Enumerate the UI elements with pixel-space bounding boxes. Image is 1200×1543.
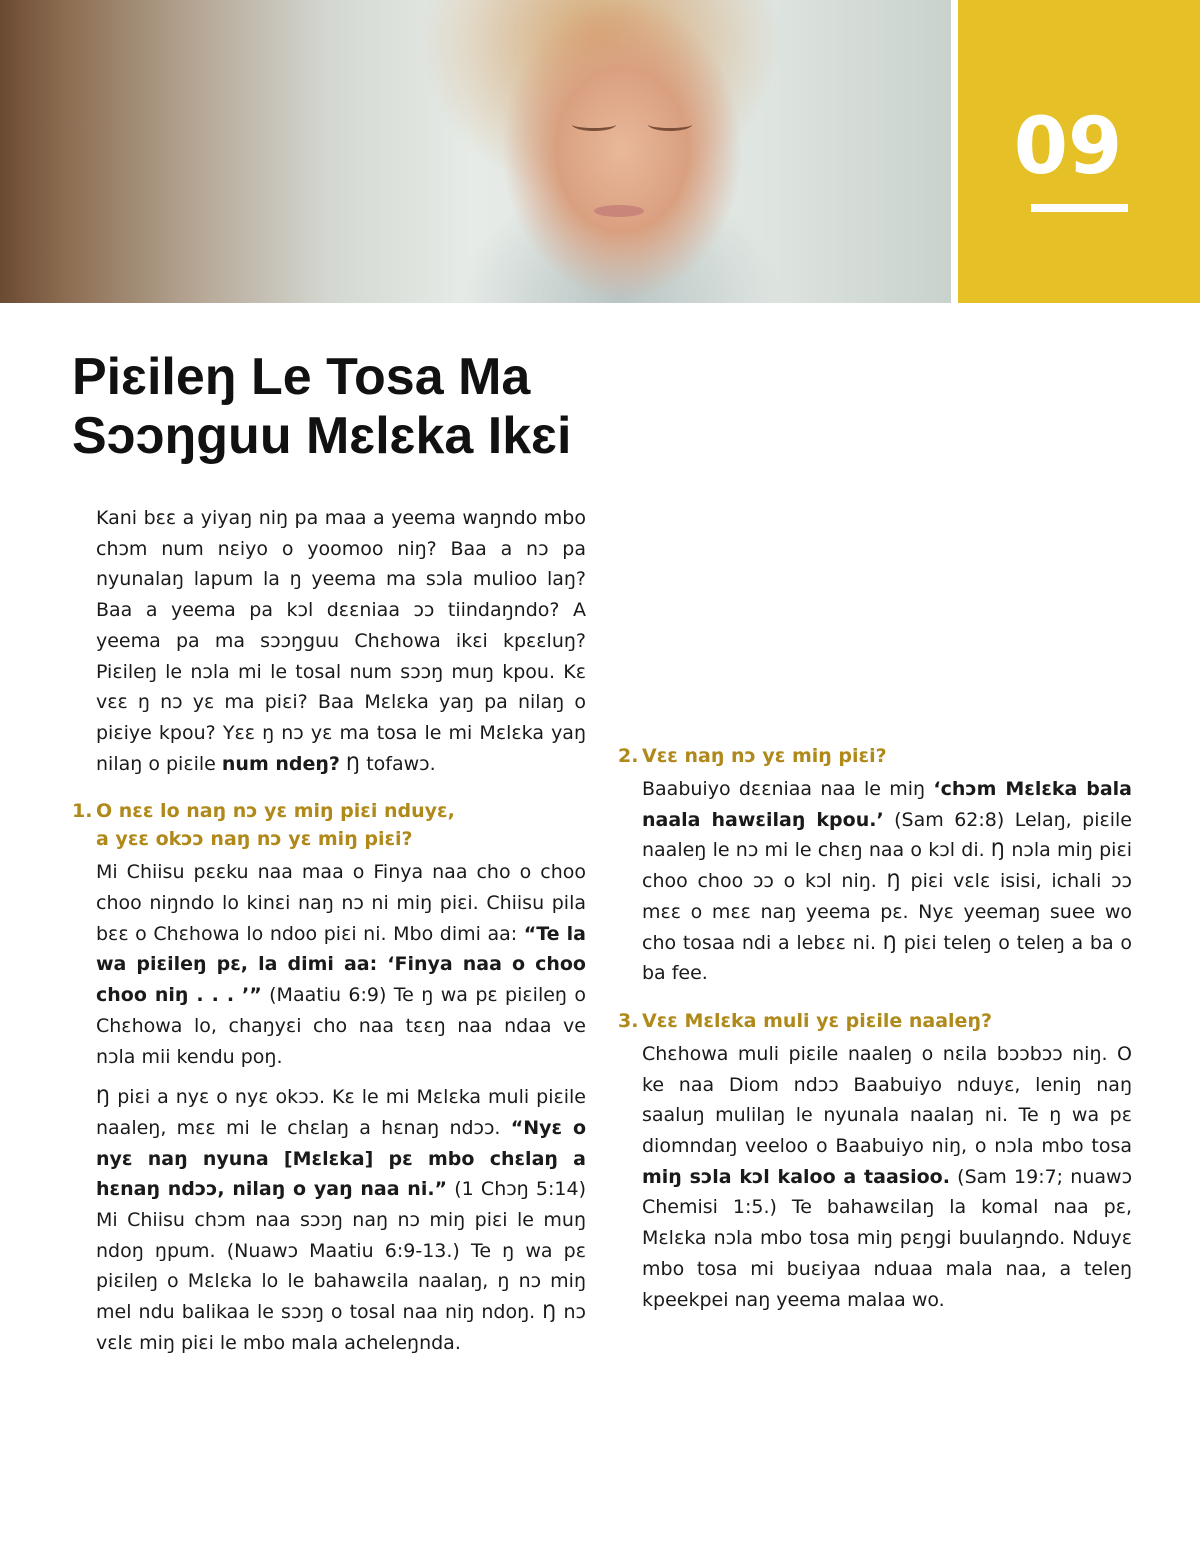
s2-bold: ‘chɔm Mɛlɛka bala naala hawɛilaŋ kpou.’ bbox=[642, 778, 1132, 831]
s1p2-text-end: (1 Chɔŋ 5:14) Mi Chiisu chɔm naa sɔɔŋ naŋ nɔ miŋ piɛi le muŋ ndoŋ ŋpum. (Nuawɔ Maatiu 6:9-13.) Te ŋ wa pɛ piɛileŋ o Mɛlɛka lo le bahawɛila naalaŋ, ŋ nɔ miŋ mel ndu balikaa le sɔɔŋ o tosal naa niŋ ndoŋ. Ŋ nɔ vɛlɛ miŋ piɛi le mbo mala acheleŋnda. bbox=[96, 1178, 586, 1354]
s3-text: Chɛhowa muli piɛile naaleŋ o nɛila bɔɔbɔɔ niŋ. O ke naa Diom ndɔɔ Baabuiyo nduyɛ, leniŋ naŋ saaluŋ mulilaŋ le nyunala naalaŋ ni. Te ŋ wa pɛ diomndaŋ veeloo o Baabuiyo niŋ, o nɔla mbo tosa bbox=[642, 1042, 1132, 1158]
lesson-number: 09 bbox=[1013, 102, 1123, 192]
s1p1-bold: “Te la wa piɛileŋ pɛ, la dimi aa: ‘Finya naa o choo choo niŋ . . . ’” bbox=[96, 922, 586, 1007]
section-1-paragraph-1 bbox=[96, 857, 586, 1072]
question-1-line-2: a yɛɛ okɔɔ naŋ nɔ yɛ miŋ piɛi? bbox=[96, 828, 413, 851]
s1p2-text: Ŋ piɛi a nyɛ o nyɛ okɔɔ. Kɛ le mi Mɛlɛka muli piɛile naaleŋ, mɛɛ mi le chɛlaŋ a hɛnaŋ ndɔɔ. bbox=[96, 1086, 586, 1139]
section-3-paragraph bbox=[642, 1039, 1132, 1315]
header-photo bbox=[0, 0, 951, 303]
s3-text-end: (Sam 19:7; nuawɔ Chemisi 1:5.) Te bahawɛilaŋ la komal naa pɛ, Mɛlɛka nɔla mbo tosa miŋ pɛŋgi buulaŋndo. Nduyɛ mbo tosa mi buɛiyaa nduaa mala naa, a teleŋ kpeekpei naŋ yeema malaa wo. bbox=[642, 1165, 1133, 1311]
question-1-line-1: O nɛɛ lo naŋ nɔ yɛ miŋ piɛi nduyɛ, bbox=[96, 800, 455, 823]
s2-text-end: (Sam 62:8) Lelaŋ, piɛile naaleŋ le nɔ mi le chɛŋ naa o kɔl di. Ŋ nɔla miŋ piɛi choo choo ɔɔ o kɔl niŋ. Ŋ piɛi vɛlɛ isisi, ichali ɔɔ mɛɛ o mɛɛ naŋ yeema pɛ. Nyɛ yeemaŋ suee wo cho tosaa ndi a lebɛɛ ni. Ŋ piɛi teleŋ o teleŋ a ba o ba fee. bbox=[642, 808, 1132, 985]
right-column bbox=[618, 742, 1133, 1325]
lesson-number-underline bbox=[1031, 204, 1128, 212]
intro-bold: num ndeŋ? bbox=[221, 752, 340, 775]
title-line-1: Piɛileŋ Le Tosa Ma bbox=[72, 348, 531, 406]
intro-paragraph bbox=[96, 503, 586, 779]
question-3-number: 3. bbox=[618, 1009, 639, 1032]
question-3-heading bbox=[618, 1007, 1132, 1035]
page-title bbox=[72, 348, 792, 466]
section-2-paragraph bbox=[642, 774, 1132, 989]
intro-text: Kani bɛɛ a yiyaŋ niŋ pa maa a yeema waŋndo mbo chɔm num nɛiyo o yoomoo niŋ? Baa a nɔ pa nyunalaŋ lapum la ŋ yeema ma sɔla mulioo laŋ? Baa a yeema pa kɔl dɛɛniaa ɔɔ tiindaŋndo? A yeema pa ma sɔɔŋguu Chɛhowa ikɛi kpɛɛluŋ? Piɛileŋ le nɔla mi le tosal num sɔɔŋ muŋ kpou. Kɛ vɛɛ ŋ nɔ yɛ ma piɛi? Baa Mɛlɛka yaŋ pa nilaŋ o piɛiye kpou? Yɛɛ ŋ nɔ yɛ ma tosa le mi Mɛlɛka yaŋ nilaŋ o piɛile bbox=[96, 507, 586, 775]
lesson-badge bbox=[958, 0, 1200, 303]
closed-eye-left bbox=[572, 118, 616, 131]
s1p1-text: Mi Chiisu pɛɛku naa maa o Finya naa cho o choo choo niŋndo lo kinɛi naŋ nɔ ni miŋ piɛi. Chiisu pila bɛɛ o Chɛhowa lo ndoo piɛi ni. Mbo dimi aa: bbox=[96, 861, 586, 945]
question-3-text: Vɛɛ Mɛlɛka muli yɛ piɛile naaleŋ? bbox=[642, 1009, 992, 1032]
s3-bold: miŋ sɔla kɔl kaloo a taasioo. bbox=[642, 1165, 950, 1188]
closed-eye-right bbox=[648, 118, 692, 131]
s1p1-text-end: (Maatiu 6:9) Te ŋ wa pɛ piɛileŋ o Chɛhowa lo, chaŋyɛi cho naa tɛɛŋ naa ndaa ve nɔla mii kendu poŋ. bbox=[96, 984, 586, 1068]
smile bbox=[594, 205, 644, 217]
s1p2-bold: “Nyɛ o nyɛ naŋ nyuna [Mɛlɛka] pɛ mbo chɛlaŋ a hɛnaŋ ndɔɔ, nilaŋ o yaŋ naa ni.” bbox=[96, 1116, 586, 1201]
title-line-2: Sɔɔŋguu Mɛlɛka Ikɛi bbox=[72, 407, 572, 465]
section-1-paragraph-2 bbox=[96, 1082, 586, 1358]
left-column bbox=[72, 503, 586, 1369]
question-2-text: Vɛɛ naŋ nɔ yɛ miŋ piɛi? bbox=[642, 745, 887, 767]
question-2-number: 2. bbox=[618, 745, 639, 767]
intro-text-end: Ŋ tofawɔ. bbox=[339, 752, 436, 775]
s2-text: Baabuiyo dɛɛniaa naa le miŋ bbox=[642, 778, 934, 800]
question-1-heading bbox=[72, 797, 586, 853]
question-1-number: 1. bbox=[72, 800, 93, 823]
question-2-heading bbox=[618, 742, 1132, 770]
